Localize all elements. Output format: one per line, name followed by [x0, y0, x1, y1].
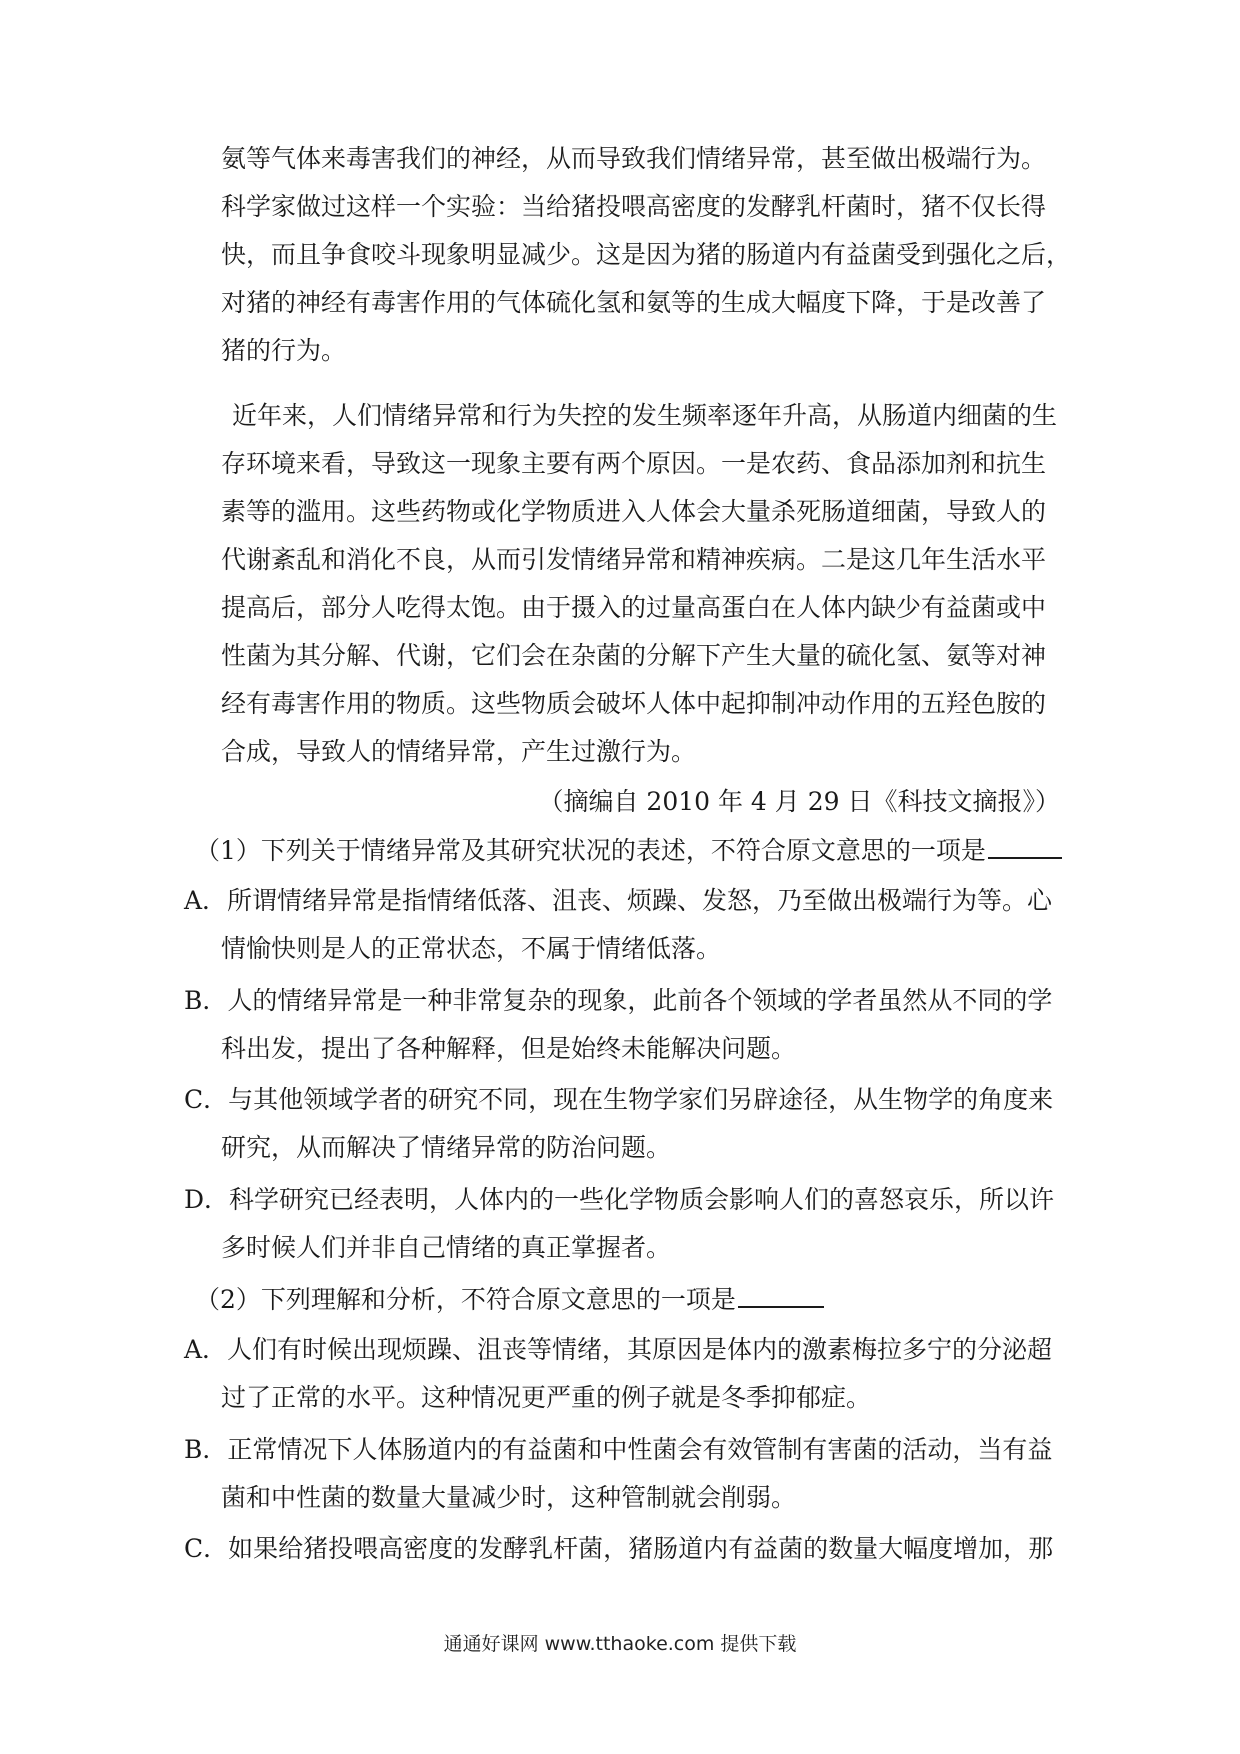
passage-line: 合成，导致人的情绪异常，产生过激行为。	[221, 737, 697, 766]
passage-line: 提高后，部分人吃得太饱。由于摄入的过量高蛋白在人体内缺少有益菌或中	[221, 593, 1047, 622]
question-1-option-d-line-1: D．科学研究已经表明，人体内的一些化学物质会影响人们的喜怒哀乐，所以许	[184, 1185, 1055, 1214]
question-2-option-c-line-1: C．如果给猪投喂高密度的发酵乳杆菌，猪肠道内有益菌的数量大幅度增加，那	[184, 1534, 1054, 1563]
question-2-stem: （2）下列理解和分析，不符合原文意思的一项是	[195, 1282, 824, 1316]
passage-line: 素等的滥用。这些药物或化学物质进入人体会大量杀死肠道细菌，导致人的	[221, 497, 1047, 526]
passage-line: 氨等气体来毒害我们的神经，从而导致我们情绪异常，甚至做出极端行为。	[221, 144, 1047, 173]
passage-line: 快，而且争食咬斗现象明显减少。这是因为猪的肠道内有益菌受到强化之后，	[221, 240, 1072, 269]
passage-line: 性菌为其分解、代谢，它们会在杂菌的分解下产生大量的硫化氢、氨等对神	[221, 641, 1047, 670]
question-1-option-b-line-1: B．人的情绪异常是一种非常复杂的现象，此前各个领域的学者虽然从不同的学	[184, 986, 1053, 1015]
question-2-option-a-line-2: 过了正常的水平。这种情况更严重的例子就是冬季抑郁症。	[221, 1383, 872, 1412]
passage-source: （摘编自 2010 年 4 月 29 日《科技文摘报》）	[538, 787, 1060, 816]
question-2-option-b-line-1: B．正常情况下人体肠道内的有益菌和中性菌会有效管制有害菌的活动，当有益	[184, 1435, 1053, 1464]
passage-line: 科学家做过这样一个实验：当给猪投喂高密度的发酵乳杆菌时，猪不仅长得	[221, 192, 1047, 221]
passage-line: 经有毒害作用的物质。这些物质会破坏人体中起抑制冲动作用的五羟色胺的	[221, 689, 1047, 718]
question-1-stem: （1）下列关于情绪异常及其研究状况的表述，不符合原文意思的一项是	[195, 833, 1062, 867]
question-2-option-a-line-1: A．人们有时候出现烦躁、沮丧等情绪，其原因是体内的激素梅拉多宁的分泌超	[184, 1335, 1053, 1364]
question-1-option-b-line-2: 科出发，提出了各种解释，但是始终未能解决问题。	[221, 1034, 797, 1063]
passage-line: 代谢紊乱和消化不良，从而引发情绪异常和精神疾病。二是这几年生活水平	[221, 545, 1047, 574]
passage-line: 近年来，人们情绪异常和行为失控的发生频率逐年升高，从肠道内细菌的生	[232, 401, 1058, 430]
question-1-option-d-line-2: 多时候人们并非自己情绪的真正掌握者。	[221, 1233, 672, 1262]
question-1-option-a-line-1: A．所谓情绪异常是指情绪低落、沮丧、烦躁、发怒，乃至做出极端行为等。心	[184, 886, 1053, 915]
answer-blank	[738, 1282, 824, 1308]
question-2-option-b-line-2: 菌和中性菌的数量大量减少时，这种管制就会削弱。	[221, 1483, 797, 1512]
question-1-option-c-line-2: 研究，从而解决了情绪异常的防治问题。	[221, 1133, 672, 1162]
question-1-option-c-line-1: C．与其他领域学者的研究不同，现在生物学家们另辟途径，从生物学的角度来	[184, 1085, 1054, 1114]
page-footer: 通通好课网 www.tthaoke.com 提供下载	[443, 1633, 797, 1655]
passage-line: 猪的行为。	[221, 336, 347, 365]
passage-line: 对猪的神经有毒害作用的气体硫化氢和氨等的生成大幅度下降，于是改善了	[221, 288, 1047, 317]
passage-line: 存环境来看，导致这一现象主要有两个原因。一是农药、食品添加剂和抗生	[221, 449, 1047, 478]
answer-blank	[988, 833, 1062, 859]
question-1-option-a-line-2: 情愉快则是人的正常状态，不属于情绪低落。	[221, 934, 722, 963]
